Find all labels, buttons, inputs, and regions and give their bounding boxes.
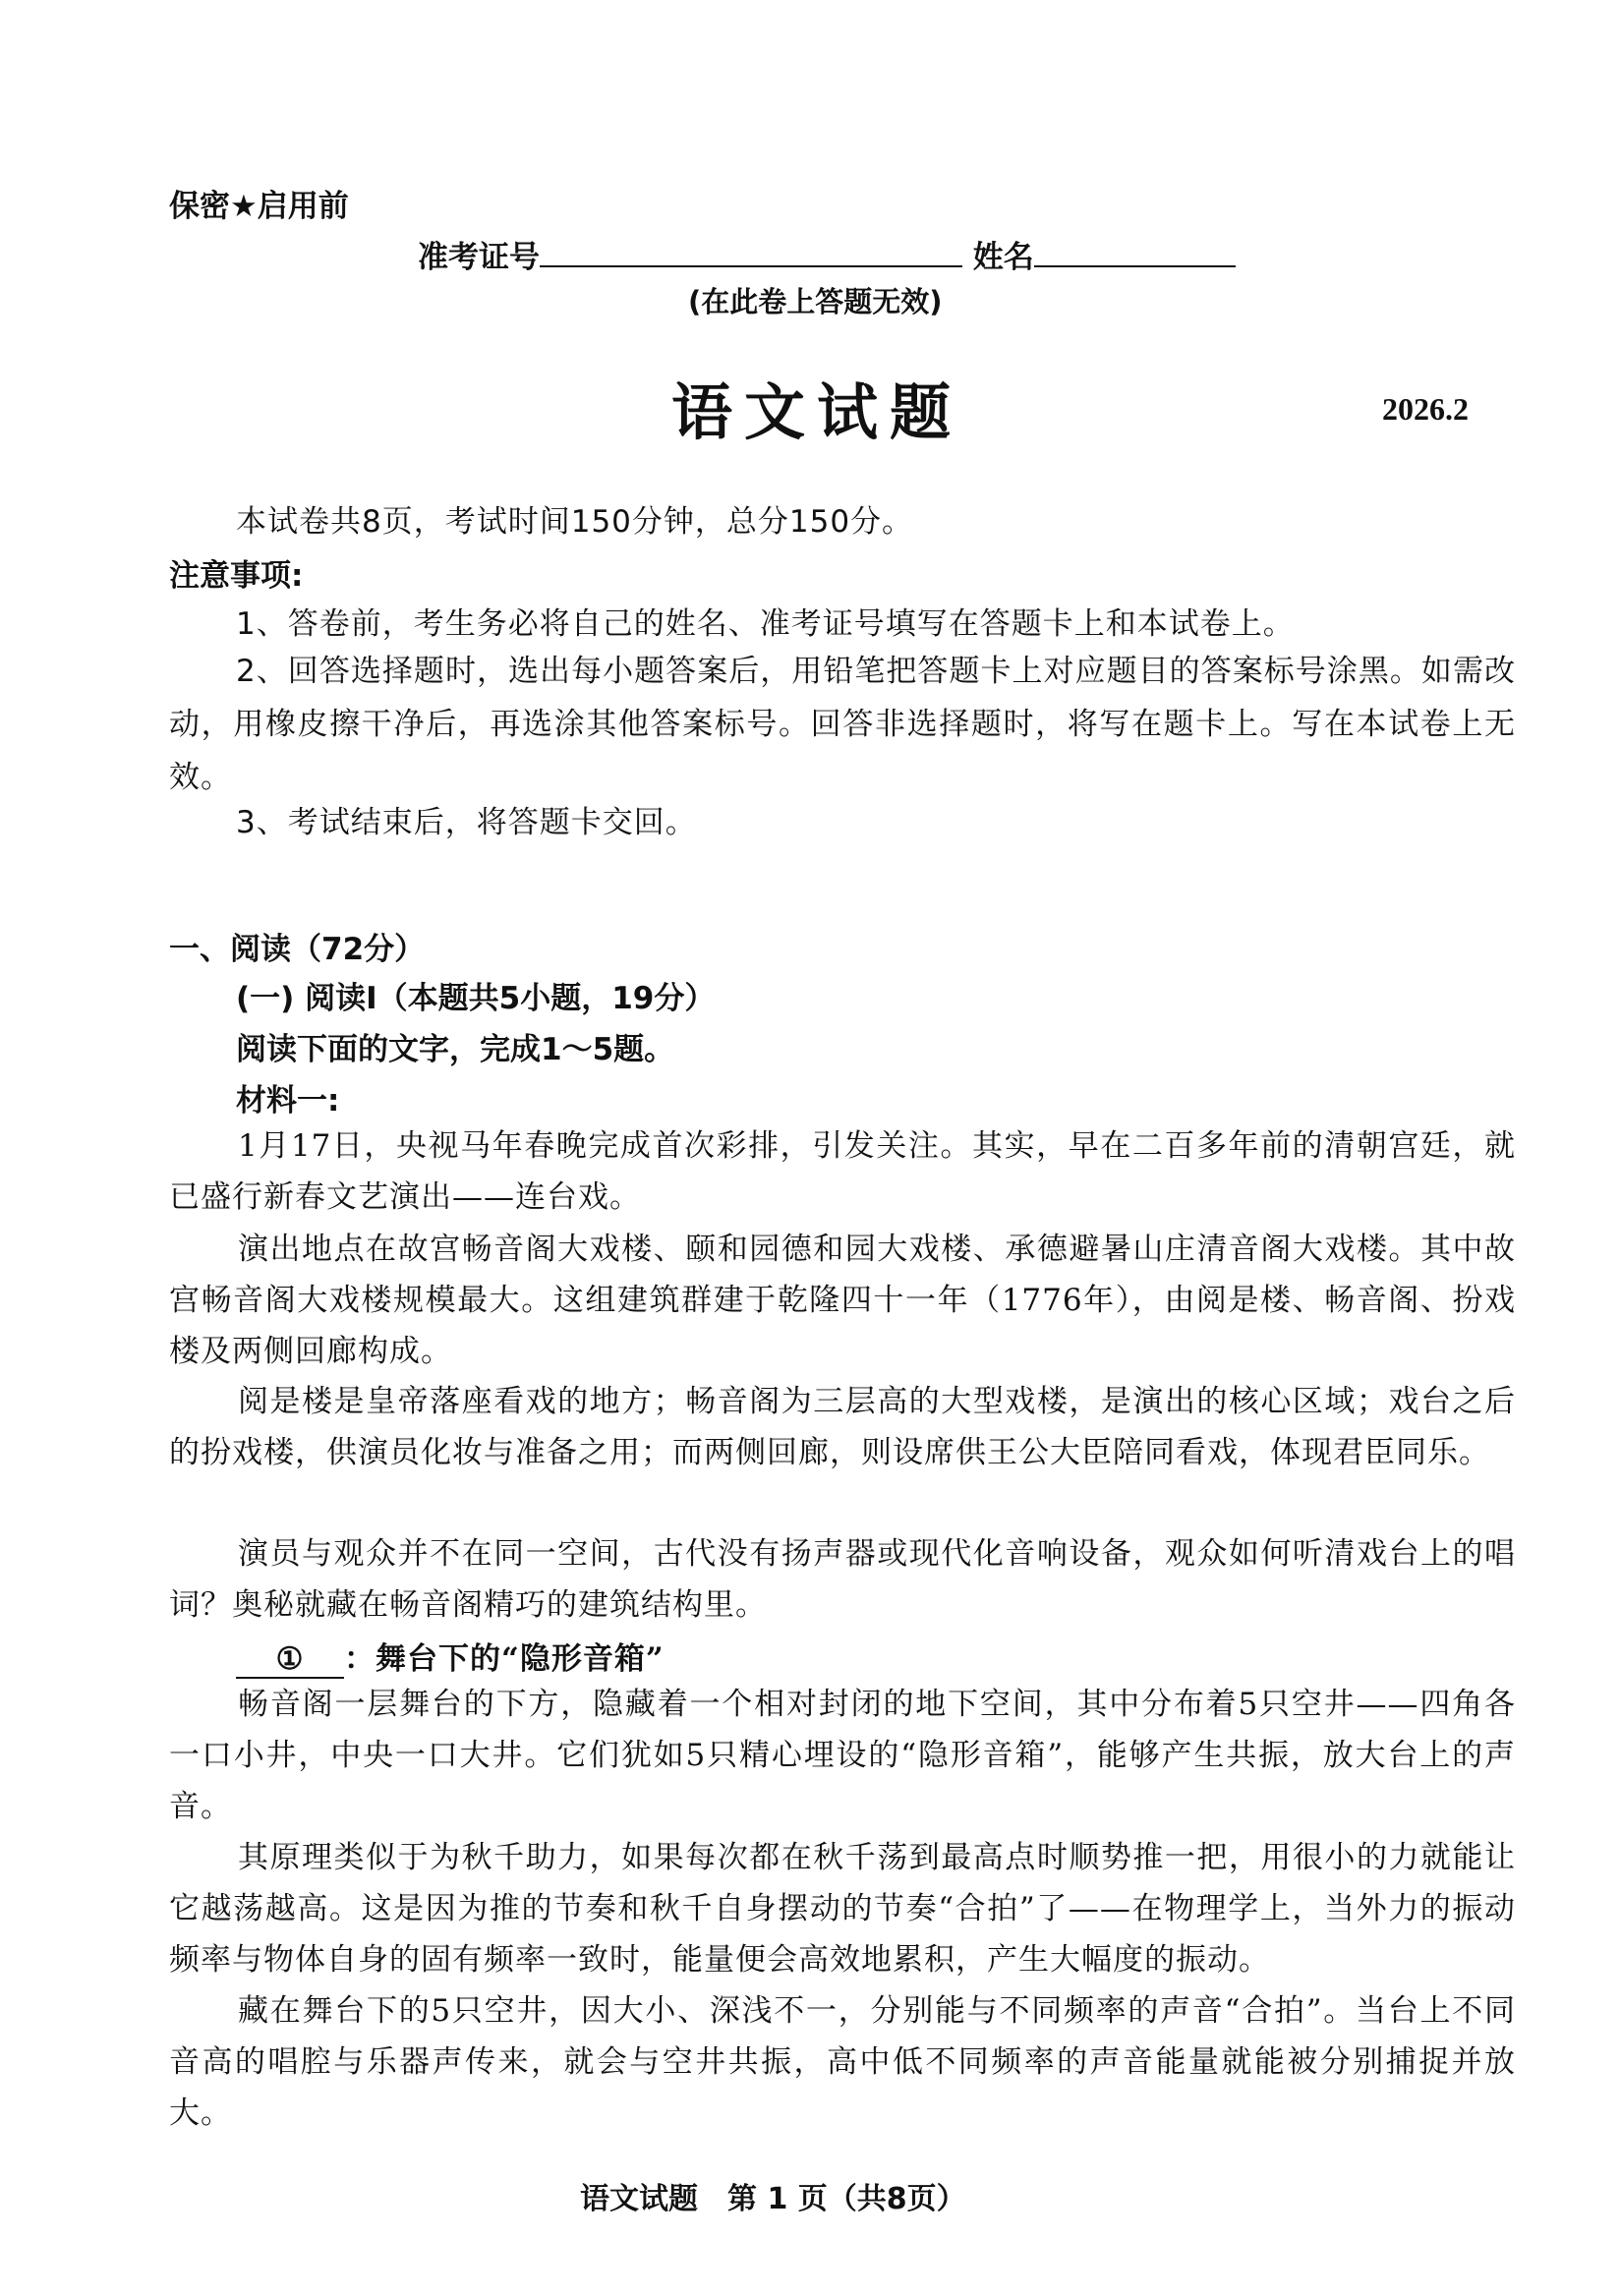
invalid-note: (在此卷上答题无效) (688, 285, 943, 318)
confidential-label: 保密★启用前 (169, 189, 349, 224)
subtitle-blank[interactable]: ① (236, 1641, 344, 1679)
paragraph-1: 1月17日，央视马年春晚完成首次彩排，引发关注。其实，早在二百多年前的清朝宫廷，就已盛行新春文艺演出——连台戏。 (169, 1128, 1516, 1215)
material-label: 材料一: (236, 1083, 340, 1119)
subtitle-text: ：舞台下的“隐形音箱” (344, 1641, 665, 1677)
section-heading: 一、阅读（72分） (169, 932, 426, 967)
paragraph-6: 其原理类似于为秋千助力，如果每次都在秋千荡到最高点时顺势推一把，用很小的力就能让它越荡越高。这是因为推的节奏和秋千自身摆动的节奏“合拍”了——在物理学上，当外力的振动频率与物体自身的固有频率一致时，能量便会高效地累积，产生大幅度的振动。 (169, 1840, 1516, 1978)
exam-id-row (418, 232, 1236, 276)
name-blank[interactable] (1034, 236, 1236, 267)
paragraph-3: 阅是楼是皇帝落座看戏的地方；畅音阁为三层高的大型戏楼，是演出的核心区域；戏台之后的扮戏楼，供演员化妆与准备之用；而两侧回廊，则设席供王公大臣陪同看戏，体现君臣同乐。 (169, 1384, 1516, 1470)
instruction: 阅读下面的文字，完成1～5题。 (236, 1032, 675, 1067)
note-1: 1、答卷前，考生务必将自己的姓名、准考证号填写在答题卡上和本试卷上。 (236, 606, 1295, 642)
page-title: 语文试题 (671, 376, 963, 448)
page-footer: 语文试题 第 1 页（共8页） (580, 2182, 966, 2216)
paragraph-7: 藏在舞台下的5只空井，因大小、深浅不一，分别能与不同频率的声音“合拍”。当台上不同音高的唱腔与乐器声传来，就会与空井共振，高中低不同频率的声音能量就能被分别捕捉并放大。 (169, 1993, 1516, 2131)
paragraph-5: 畅音阁一层舞台的下方，隐藏着一个相对封闭的地下空间，其中分布着5只空井——四角各一口小井，中央一口大井。它们犹如5只精心埋设的“隐形音箱”，能够产生共振，放大台上的声音。 (169, 1687, 1516, 1824)
notes-title: 注意事项: (169, 558, 304, 594)
sub-heading: (一) 阅读I（本题共5小题，19分） (236, 981, 716, 1016)
note-3: 3、考试结束后，将答题卡交回。 (236, 805, 697, 840)
exam-date: 2026.2 (1382, 391, 1469, 427)
paragraph-4: 演员与观众并不在同一空间，古代没有扬声器或现代化音响设备，观众如何听清戏台上的唱词？奥秘就藏在畅音阁精巧的建筑结构里。 (169, 1536, 1516, 1623)
paragraph-2: 演出地点在故宫畅音阁大戏楼、颐和园德和园大戏楼、承德避暑山庄清音阁大戏楼。其中故宫畅音阁大戏楼规模最大。这组建筑群建于乾隆四十一年（1776年），由阅是楼、畅音阁、扮戏楼及两侧回廊构成。 (169, 1232, 1516, 1369)
section-subtitle (236, 1634, 665, 1679)
name-label: 姓名 (972, 240, 1034, 275)
exam-summary: 本试卷共8页，考试时间150分钟，总分150分。 (236, 504, 914, 540)
exam-id-blank[interactable] (540, 236, 962, 267)
note-2: 2、回答选择题时，选出每小题答案后，用铅笔把答题卡上对应题目的答案标号涂黑。如需改动，用橡皮擦干净后，再选涂其他答案标号。回答非选择题时，将写在题卡上。写在本试卷上无效。 (169, 654, 1516, 795)
exam-id-label: 准考证号 (418, 240, 540, 275)
